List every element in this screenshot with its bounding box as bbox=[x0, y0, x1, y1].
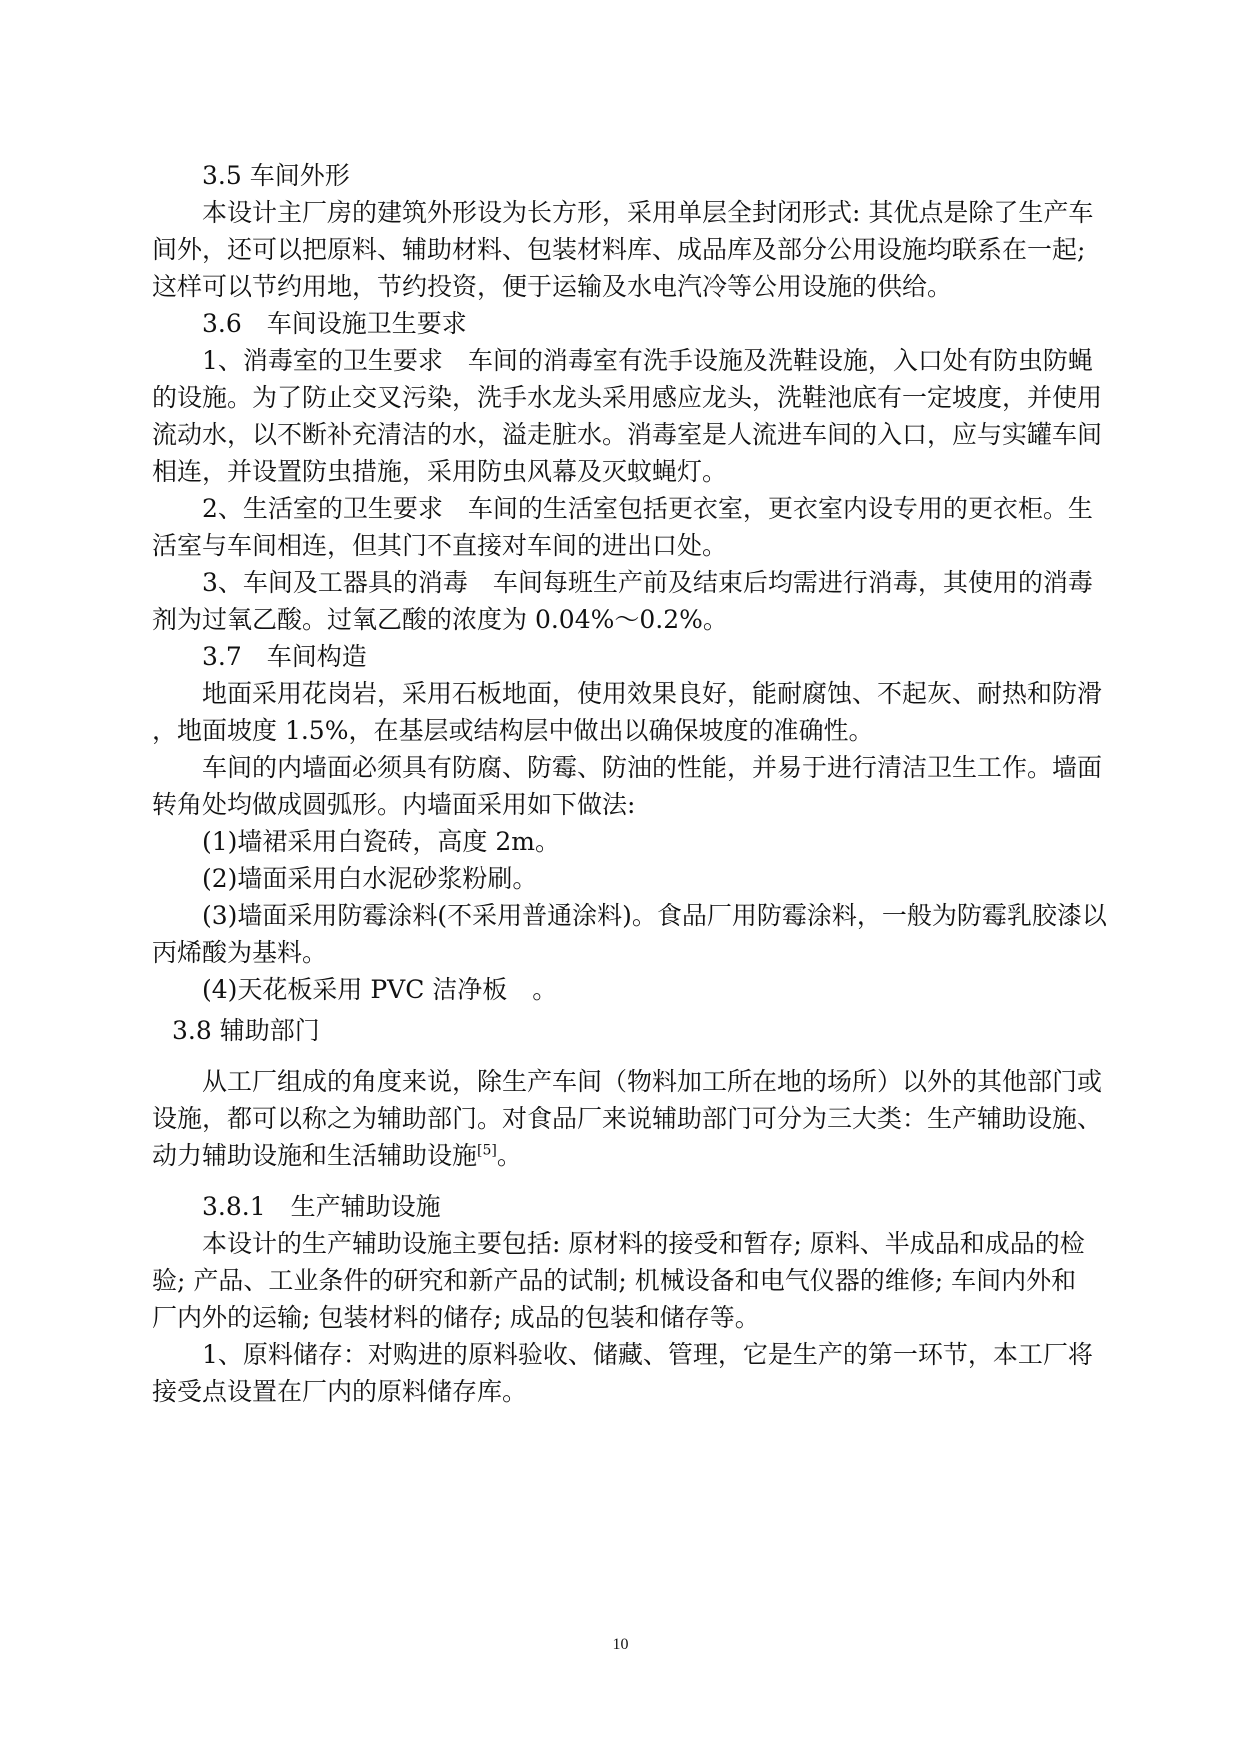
paragraph-line: 转角处均做成圆弧形。内墙面采用如下做法: bbox=[152, 790, 636, 819]
paragraph-line: 本设计的生产辅助设施主要包括: 原材料的接受和暂存; 原料、半成品和成品的检 bbox=[202, 1229, 1085, 1258]
section-heading-3-8: 3.8 辅助部门 bbox=[172, 1016, 320, 1045]
paragraph-line: 地面采用花岗岩，采用石板地面，使用效果良好，能耐腐蚀、不起灰、耐热和防滑 bbox=[202, 679, 1103, 708]
page-number: 10 bbox=[612, 1636, 629, 1653]
list-item-line: (1)墙裙采用白瓷砖，高度 2m。 bbox=[202, 827, 560, 856]
paragraph-line: 流动水，以不断补充清洁的水，溢走脏水。消毒室是人流进车间的入口，应与实罐车间 bbox=[152, 420, 1103, 449]
paragraph-line: 本设计主厂房的建筑外形设为长方形，采用单层全封闭形式: 其优点是除了生产车 bbox=[202, 198, 1094, 227]
section-heading-3-8-1: 3.8.1 生产辅助设施 bbox=[202, 1192, 441, 1221]
paragraph-line: 从工厂组成的角度来说，除生产车间（物料加工所在地的场所）以外的其他部门或 bbox=[202, 1067, 1103, 1096]
paragraph-line: 1、消毒室的卫生要求 车间的消毒室有洗手设施及洗鞋设施，入口处有防虫防蝇 bbox=[202, 346, 1093, 375]
paragraph-line: 的设施。为了防止交叉污染，洗手水龙头采用感应龙头，洗鞋池底有一定坡度，并使用 bbox=[152, 383, 1103, 412]
paragraph-line: ，地面坡度 1.5%，在基层或结构层中做出以确保坡度的准确性。 bbox=[152, 716, 874, 745]
paragraph-text: 动力辅助设施和生活辅助设施 bbox=[152, 1141, 478, 1170]
paragraph-line: 2、生活室的卫生要求 车间的生活室包括更衣室，更衣室内设专用的更衣柜。生 bbox=[202, 494, 1093, 523]
paragraph-line: 接受点设置在厂内的原料储存库。 bbox=[152, 1377, 528, 1406]
section-heading-3-7: 3.7 车间构造 bbox=[202, 642, 367, 671]
list-item-line: (3)墙面采用防霉涂料(不采用普通涂料)。食品厂用防霉涂料，一般为防霉乳胶漆以 bbox=[202, 901, 1107, 930]
section-heading-3-5: 3.5 车间外形 bbox=[202, 161, 350, 190]
list-item-line: (2)墙面采用白水泥砂浆粉刷。 bbox=[202, 864, 538, 893]
paragraph-line: 厂内外的运输; 包装材料的储存; 成品的包装和储存等。 bbox=[152, 1303, 760, 1332]
paragraph-line: 相连，并设置防虫措施，采用防虫风幕及灭蚊蝇灯。 bbox=[152, 457, 728, 486]
paragraph-line bbox=[152, 1137, 1090, 1174]
paragraph-line: 1、原料储存：对购进的原料验收、储藏、管理，它是生产的第一环节，本工厂将 bbox=[202, 1340, 1093, 1369]
paragraph-line: 这样可以节约用地，节约投资，便于运输及水电汽冷等公用设施的供给。 bbox=[152, 272, 953, 301]
paragraph-line: 验; 产品、工业条件的研究和新产品的试制; 机械设备和电气仪器的维修; 车间内外和 bbox=[152, 1266, 1077, 1295]
list-item-line: 丙烯酸为基料。 bbox=[152, 938, 328, 967]
paragraph-line: 活室与车间相连，但其门不直接对车间的进出口处。 bbox=[152, 531, 728, 560]
paragraph-line: 间外，还可以把原料、辅助材料、包装材料库、成品库及部分公用设施均联系在一起; bbox=[152, 235, 1086, 264]
document-body bbox=[152, 157, 1107, 1410]
paragraph-line: 车间的内墙面必须具有防腐、防霉、防油的性能，并易于进行清洁卫生工作。墙面 bbox=[202, 753, 1103, 782]
section-heading-3-6: 3.6 车间设施卫生要求 bbox=[202, 309, 467, 338]
list-item-line: (4)天花板采用 PVC 洁净板 。 bbox=[202, 975, 558, 1004]
paragraph-line: 设施，都可以称之为辅助部门。对食品厂来说辅助部门可分为三大类：生产辅助设施、 bbox=[152, 1104, 1103, 1133]
paragraph-line: 剂为过氧乙酸。过氧乙酸的浓度为 0.04%～0.2%。 bbox=[152, 605, 728, 634]
paragraph-line: 3、车间及工器具的消毒 车间每班生产前及结束后均需进行消毒，其使用的消毒 bbox=[202, 568, 1093, 597]
citation-marker: [5] bbox=[477, 1142, 497, 1159]
paragraph-text: 。 bbox=[496, 1141, 522, 1170]
